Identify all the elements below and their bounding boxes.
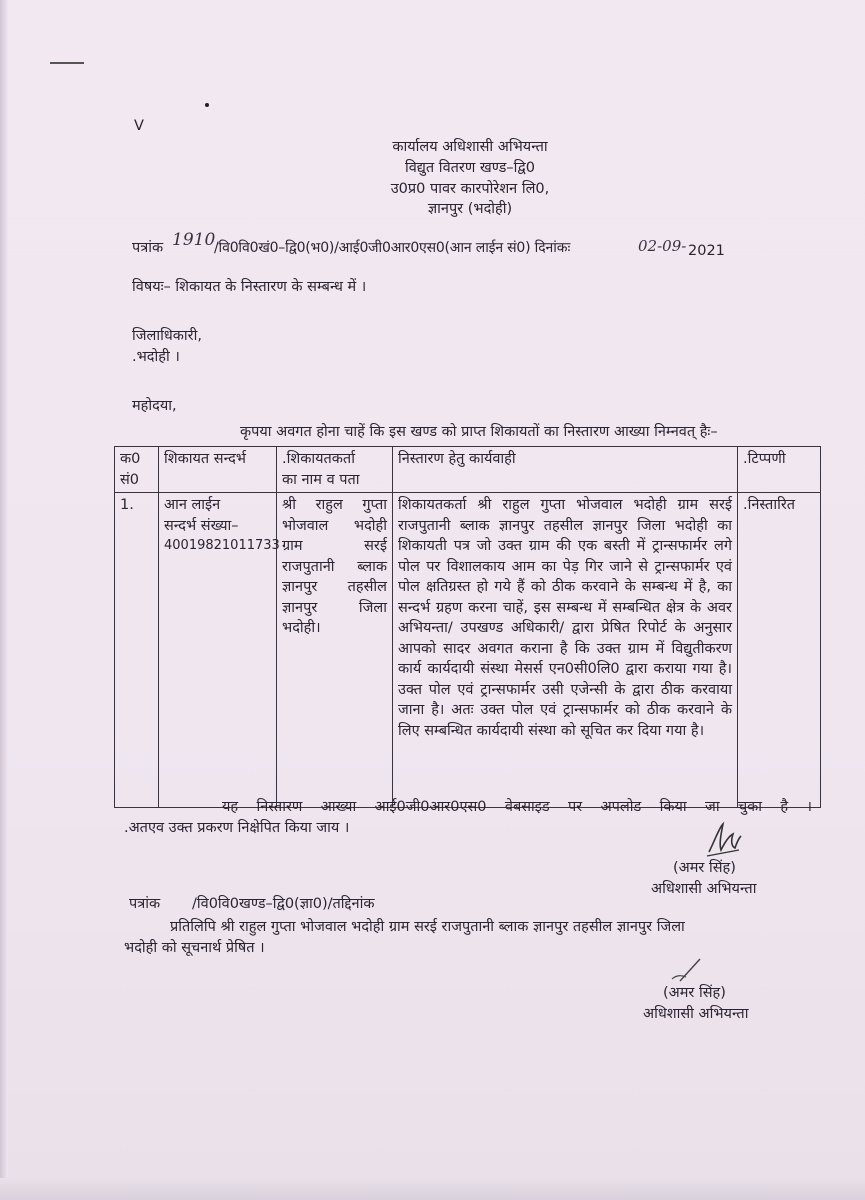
signature-scribble: [705, 820, 745, 858]
signatory-title: अधिशासी अभियन्ता: [651, 881, 757, 897]
complaint-table: [114, 446, 821, 808]
scan-edge-left: [0, 0, 8, 1200]
header-sno-line2: सं0: [120, 471, 140, 488]
header-division: विद्युत वितरण खण्ड–द्वि0: [404, 160, 535, 176]
header-complainant: [277, 447, 393, 493]
copy-ref-label: पत्रांक: [129, 896, 161, 912]
cell-ref-line2: सन्दर्भ संख्या–: [164, 517, 239, 534]
signatory2-name: (अमर सिंह): [663, 985, 726, 1001]
signature-mark: [650, 955, 710, 985]
header-complainant-line2: का नाम व पता: [282, 471, 360, 488]
cell-ref-number: 40019821011733: [164, 538, 280, 553]
table-header-row: [115, 447, 821, 493]
cell-ref-line1: आन लाईन: [164, 497, 221, 513]
cell-sno: 1.: [115, 493, 159, 808]
table-row: [115, 493, 821, 808]
header-office: कार्यालय अधिशासी अभियन्ता: [392, 139, 548, 155]
ref-label: पत्रांक: [132, 240, 164, 256]
header-corporation: उ0प्र0 पावर कारपोरेशन लि0,: [390, 181, 550, 197]
ref-code: /वि0वि0खं0–द्वि0(भ0)/आई0जी0आर0एस0(आन लाईन सं0) दिनांकः: [214, 240, 571, 256]
top-mark: V: [134, 118, 144, 134]
closing-line1: यह निस्तारण आख्या आई0जी0आर0एस0 वेबसाइड पर अपलोड किया जा चुका है ।: [222, 799, 812, 815]
copy-text-line1: प्रतिलिपि श्री राहुल गुप्ता भोजवाल भदोही ग्राम सरई राजपुतानी ब्लाक ज्ञानपुर तहसील ज्ञानपुर जिला: [170, 919, 685, 935]
subject-line: विषयः– शिकायत के निस्तारण के सम्बन्ध में ।: [132, 279, 367, 295]
header-sno-line1: क0: [120, 451, 141, 467]
copy-text-line2: भदोही को सूचनार्थ प्रेषित ।: [124, 940, 265, 956]
closing-line2: .अतएव उक्त प्रकरण निक्षेपित किया जाय ।: [124, 820, 350, 836]
cell-ref: [159, 493, 280, 808]
ref-number-handwritten: 1910: [172, 230, 216, 250]
copy-ref-code: /वि0वि0खण्ड–द्वि0(ज्ञा0)/तद्दिनांक: [192, 896, 375, 912]
signatory-name: (अमर सिंह): [673, 860, 736, 876]
cell-remark: .निस्तारित: [738, 493, 821, 808]
header-sno: [115, 447, 159, 493]
addressee-title: जिलाधिकारी,: [132, 328, 202, 344]
header-ref: शिकायत सन्दर्भ: [159, 447, 277, 493]
header-location: ज्ञानपुर (भदोही): [427, 201, 513, 217]
ink-dot: [205, 103, 209, 107]
cell-action: शिकायतकर्ता श्री राहुल गुप्ता भोजवाल भदोही ग्राम सरई राजपुतानी ब्लाक ज्ञानपुर तहसील ज्ञानपुर जिला भदोही का शिकायती पत्र जो उक्त ग्राम की एक बस्ती में ट्रान्सफार्मर लगे पोल पर विशालकाय आम का पेड़ गिर जाने से ट्रान्सफार्मर एवं पोल क्षतिग्रस्त हो गये हैं को ठीक करवाने के सम्बन्ध में है, का सन्दर्भ ग्रहण करना चाहें, इस सम्बन्ध में सम्बन्धित क्षेत्र के अवर अभियन्ता/ उपखण्ड अधिकारी/ द्वारा प्रेषित रिपोर्ट के अनुसार आपको सादर अवगत कराना है कि उक्त ग्राम में विद्युतीकरण कार्य कार्यदायी संस्था मेसर्स एन0सी0लि0 द्वारा कराया गया है। उक्त पोल एवं ट्रान्सफार्मर उसी एजेन्सी के द्वारा ठीक करवाया जाना है। अतः उक्त पोल एवं ट्रान्सफार्मर को ठीक करवाने के लिए सम्बन्धित कार्यदायी संस्था को सूचित कर दिया गया है।: [393, 493, 738, 808]
header-complainant-line1: .शिकायतकर्ता: [282, 451, 355, 467]
cell-complainant: श्री राहुल गुप्ता भोजवाल भदोही ग्राम सरई राजपुतानी ब्लाक ज्ञानपुर तहसील ज्ञानपुर जिला भदोही।: [277, 493, 393, 808]
ref-year: 2021: [688, 243, 725, 259]
header-remark: .टिप्पणी: [738, 447, 821, 493]
ref-date-handwritten: 02-09-: [638, 237, 687, 255]
signatory2-title: अधिशासी अभियन्ता: [643, 1006, 749, 1022]
header-action: निस्तारण हेतु कार्यवाही: [393, 447, 738, 493]
salutation: महोदया,: [132, 398, 177, 414]
intro-text: कृपया अवगत होना चाहें कि इस खण्ड को प्राप्त शिकायतों का निस्तारण आख्या निम्नवत् हैः–: [240, 424, 718, 440]
scan-edge-bottom: [0, 1178, 865, 1200]
pen-dash-mark: [50, 62, 84, 64]
addressee-place: .भदोही ।: [132, 349, 180, 365]
